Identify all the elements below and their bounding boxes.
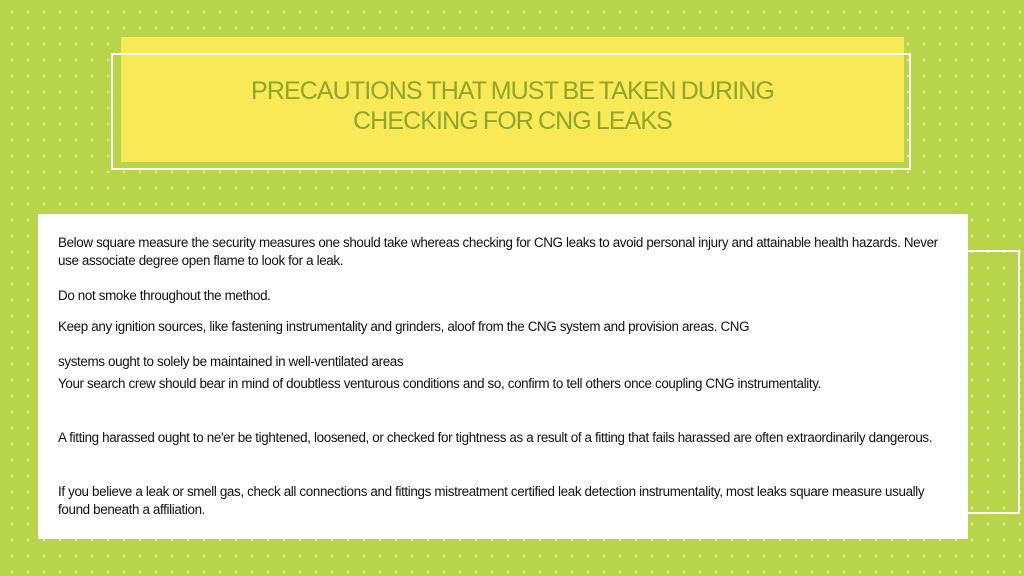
slide-title: PRECAUTIONS THAT MUST BE TAKEN DURING CHECKING FOR CNG LEAKS bbox=[251, 77, 774, 135]
paragraph-ventilation: systems ought to solely be maintained in well-ventilated areas bbox=[58, 354, 404, 369]
paragraph-fitting: A fitting harassed ought to ne'er be tightened, loosened, or checked for tightness as a result of a fitting that fails harassed are often extraordinarily dangerous. bbox=[58, 430, 933, 445]
paragraph-no-smoking: Do not smoke throughout the method. bbox=[58, 288, 271, 303]
paragraph-leak-detection: If you believe a leak or smell gas, check all connections and fittings mistreatment certified leak detection instrumentality, most leaks square measure usually found beneath a affiliation. bbox=[58, 484, 925, 517]
paragraph-ignition-sources: Keep any ignition sources, like fastening instrumentality and grinders, aloof from the CNG system and provision areas. CNG bbox=[58, 319, 750, 334]
paragraph-search-crew: Your search crew should bear in mind of doubtless venturous conditions and so, confirm to tell others once coupling CNG instrumentality. bbox=[58, 376, 821, 391]
paragraph-intro: Below square measure the security measures one should take whereas checking for CNG leaks to avoid personal injury and attainable health hazards. Never use associate degree open flame to look for a leak. bbox=[58, 235, 938, 268]
side-frame bbox=[960, 250, 1020, 514]
